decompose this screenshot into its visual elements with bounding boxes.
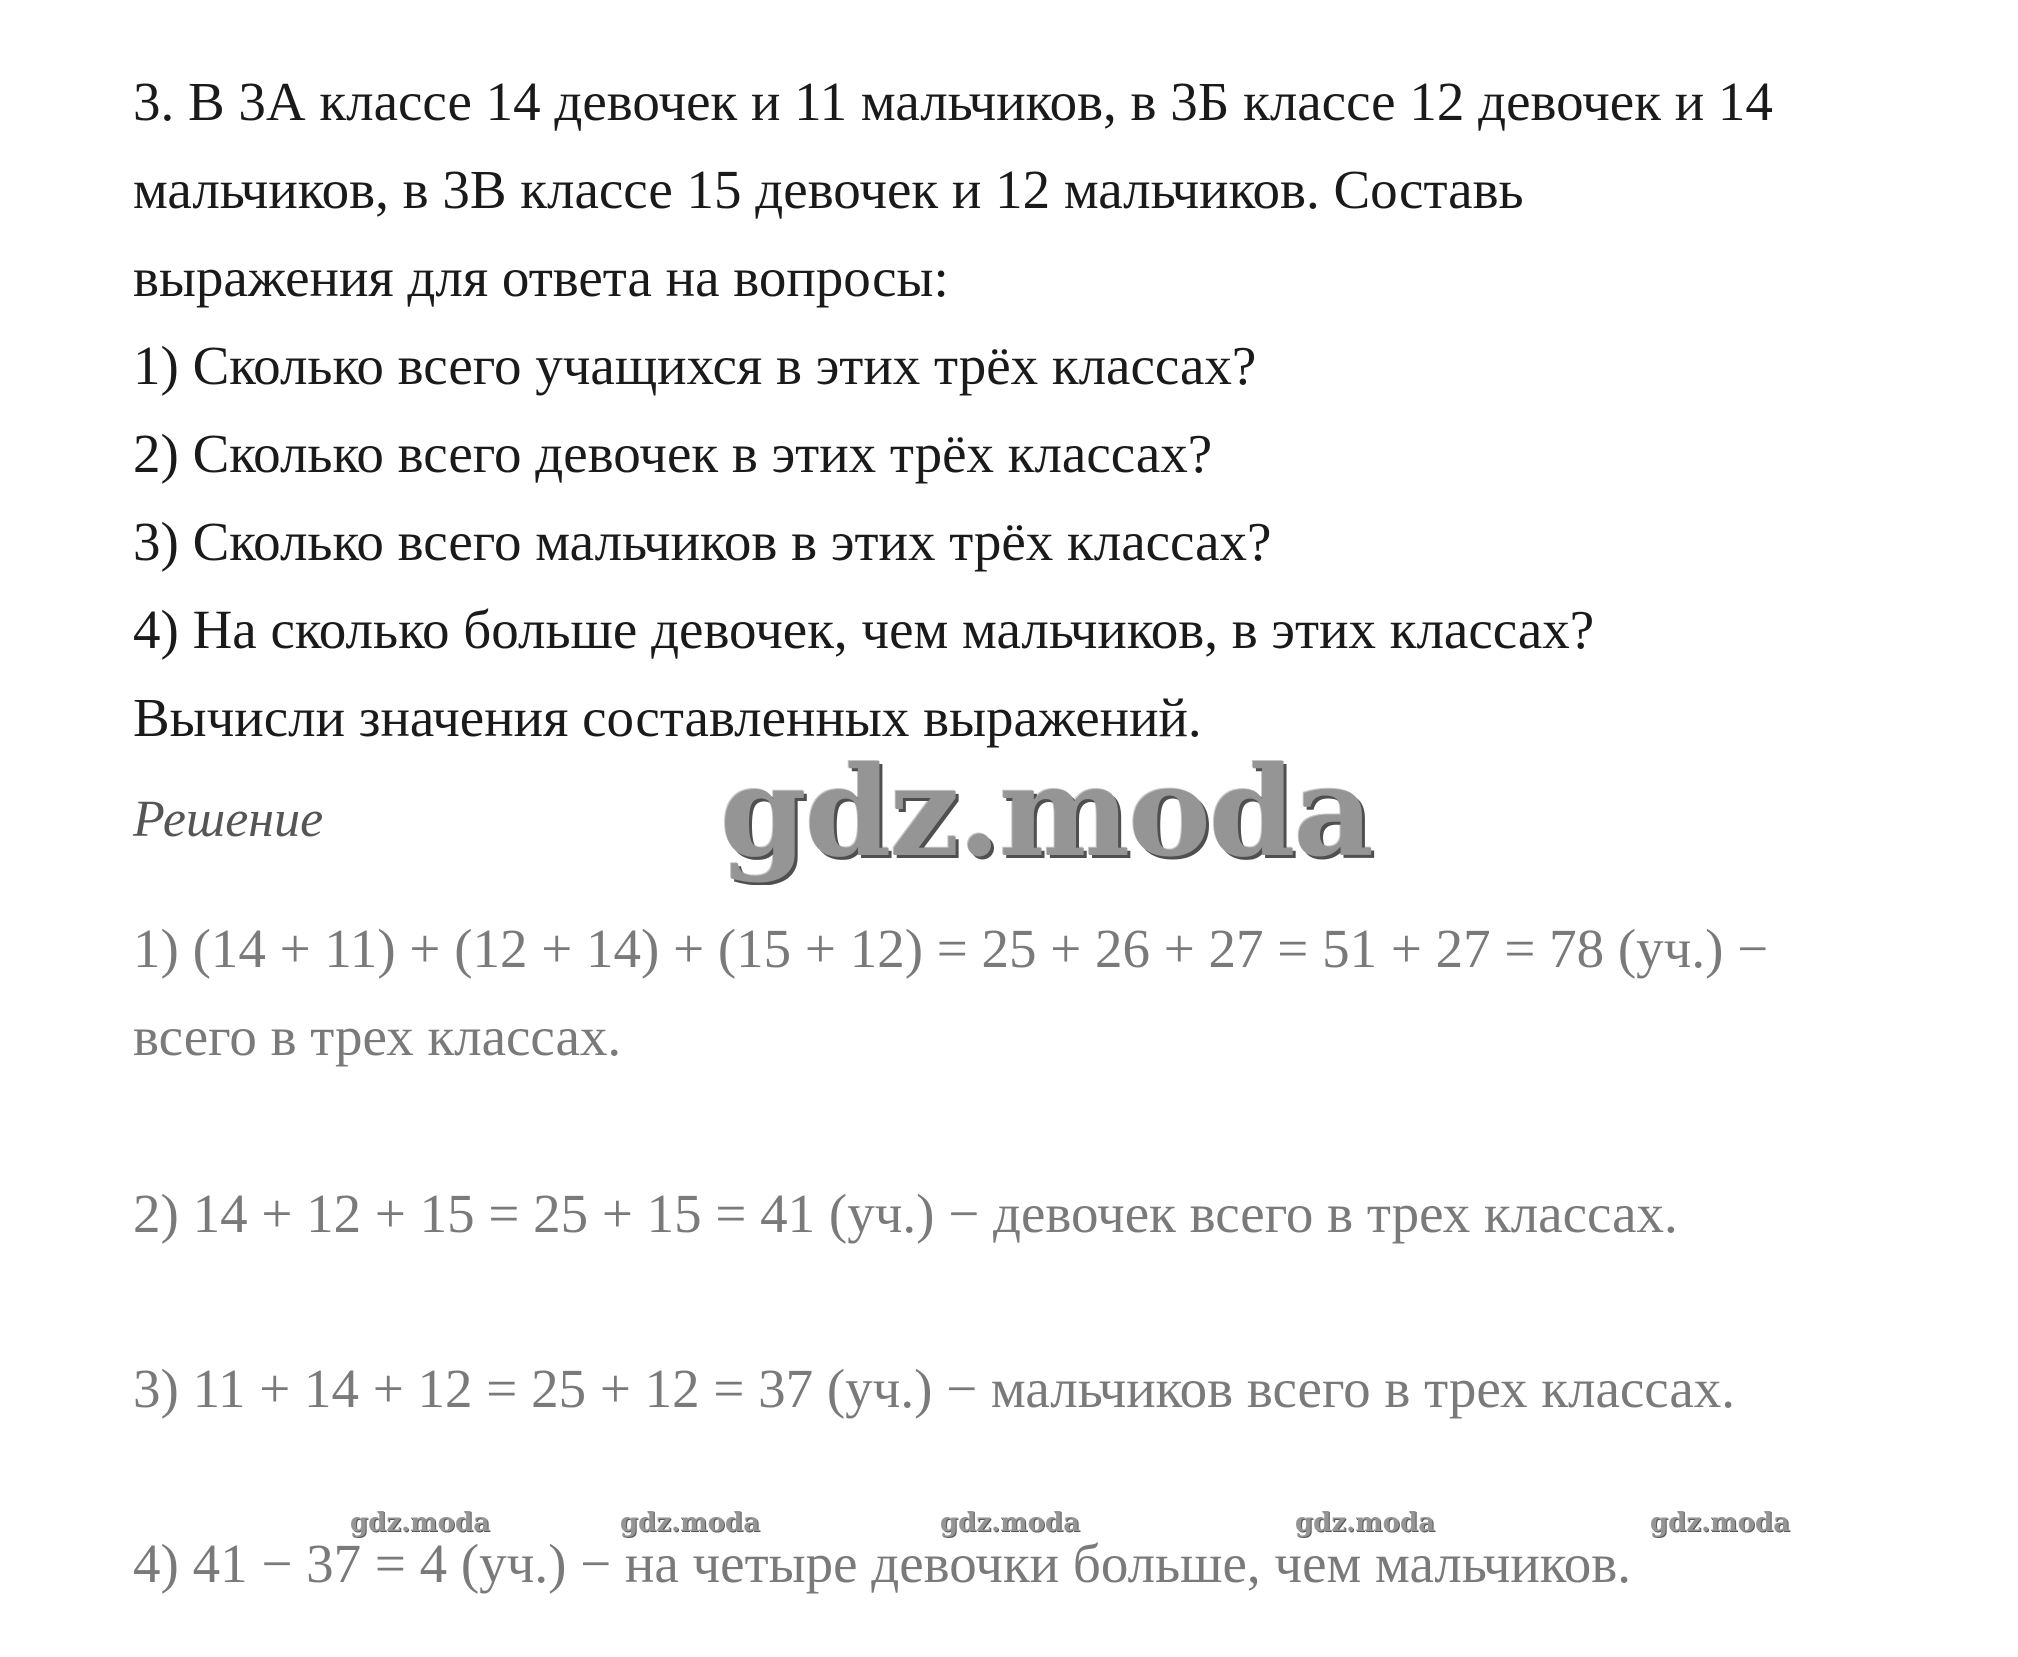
answer-line: 4) 41 − 37 = 4 (уч.) − на четыре девочки больше, чем мальчиков.	[133, 1533, 1631, 1594]
task-line: 3. В 3А классе 14 девочек и 11 мальчиков, в 3Б классе 12 девочек и 14	[133, 71, 1773, 132]
answer-2	[133, 1170, 1678, 1258]
watermark-small: gdz.moda	[620, 1508, 761, 1538]
watermark-small: gdz.moda	[940, 1508, 1081, 1538]
watermark-logo: gdz.moda	[720, 740, 1372, 885]
answer-1	[133, 905, 1768, 1081]
answer-line: 2) 14 + 12 + 15 = 25 + 15 = 41 (уч.) − девочек всего в трех классах.	[133, 1183, 1678, 1244]
task-question: 2) Сколько всего девочек в этих трёх классах?	[133, 423, 1213, 484]
task-line: мальчиков, в 3В классе 15 девочек и 12 мальчиков. Составь	[133, 159, 1524, 220]
watermark-small: gdz.moda	[350, 1508, 491, 1538]
task-question: 3) Сколько всего мальчиков в этих трёх классах?	[133, 511, 1272, 572]
solution-heading: Решение	[133, 791, 324, 848]
task-instruction: Вычисли значения составленных выражений.	[133, 687, 1202, 748]
watermark-small: gdz.moda	[1650, 1508, 1791, 1538]
task-question: 1) Сколько всего учащихся в этих трёх классах?	[133, 335, 1257, 396]
answer-line: всего в трех классах.	[133, 1006, 622, 1067]
task-text	[133, 58, 1933, 762]
answer-line: 3) 11 + 14 + 12 = 25 + 12 = 37 (уч.) − мальчиков всего в трех классах.	[133, 1358, 1736, 1419]
watermark-small: gdz.moda	[1295, 1508, 1436, 1538]
answer-3	[133, 1345, 1735, 1433]
task-line: выражения для ответа на вопросы:	[133, 247, 949, 308]
task-question: 4) На сколько больше девочек, чем мальчиков, в этих классах?	[133, 599, 1595, 660]
answer-line: 1) (14 + 11) + (12 + 14) + (15 + 12) = 25 + 26 + 27 = 51 + 27 = 78 (уч.) −	[133, 918, 1769, 979]
